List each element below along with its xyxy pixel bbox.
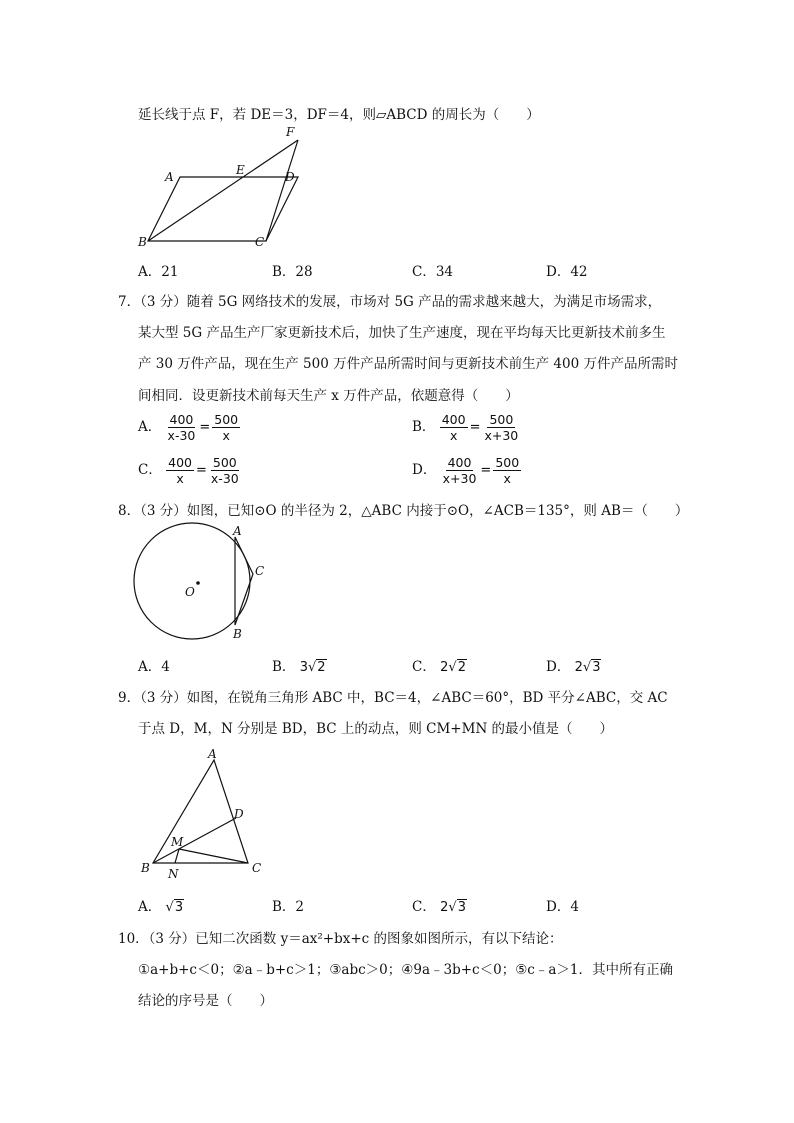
q10-line-2: ①a+b+c＜0；②a﹣b+c＞1；③abc＞0；④9a﹣3b+c＜0；⑤c﹣a＞1．其中所有正确 bbox=[138, 962, 673, 978]
q7-line-1: 7．（3 分）随着 5G 网络技术的发展，市场对 5G 产品的需求越来越大，为满足市场需求， bbox=[118, 294, 662, 310]
label-f: F bbox=[286, 125, 295, 139]
q6-option-b: B．28 bbox=[272, 264, 313, 280]
label-n: N bbox=[168, 867, 179, 881]
q6-parallelogram-figure bbox=[130, 122, 320, 252]
q6-option-a: A．21 bbox=[138, 264, 179, 280]
q9-option-a: A． √3 bbox=[138, 899, 184, 915]
segment-cf bbox=[266, 140, 298, 241]
label-e: E bbox=[236, 163, 245, 177]
q6-text: 延长线于点 F，若 DE＝3，DF＝4，则▱ABCD 的周长为（ ） bbox=[138, 107, 540, 123]
q7-line-3: 产 30 万件产品，现在生产 500 万件产品所需时间与更新技术前生产 400 万件产品所需时 bbox=[138, 356, 678, 372]
q8-circle-figure bbox=[132, 522, 272, 644]
q10-line-1: 10．（3 分）已知二次函数 y＝ax²+bx+c 的图象如图所示，有以下结论： bbox=[118, 931, 563, 947]
circle-o bbox=[134, 523, 250, 639]
q9-line-2: 于点 D，M，N 分别是 BD，BC 上的动点，则 CM+MN 的最小值是（ ） bbox=[138, 721, 614, 737]
label-a: A bbox=[165, 170, 174, 184]
q8-option-b: B． 3√2 bbox=[272, 659, 326, 675]
q8-option-c: C． 2√2 bbox=[412, 659, 466, 675]
label-m: M bbox=[171, 835, 184, 849]
q7-option-d: D． $\frac{400}{x+30}$ = $\frac{500}{x}$ bbox=[412, 455, 520, 486]
q9-line-1: 9．（3 分）如图，在锐角三角形 ABC 中，BC＝4，∠ABC＝60°，BD 平分∠ABC，交 AC bbox=[118, 690, 668, 706]
segment-bf bbox=[148, 140, 298, 241]
q6-option-c: C．34 bbox=[412, 264, 454, 280]
q9-option-d: D．4 bbox=[546, 899, 579, 915]
q7-line-4: 间相同．设更新技术前每天生产 x 万件产品，依题意得（ ） bbox=[138, 388, 519, 404]
q8-option-a: A．4 bbox=[138, 659, 170, 675]
triangle-abc bbox=[235, 537, 253, 625]
label-b: B bbox=[233, 627, 242, 641]
label-b: B bbox=[138, 235, 147, 249]
q7-option-a: A． $\frac{400}{x-30}$ = $\frac{500}{x}$ bbox=[138, 412, 239, 443]
q10-line-3: 结论的序号是（ ） bbox=[138, 993, 273, 1009]
q7-option-b: B． $\frac{400}{x}$ = $\frac{500}{x+30}$ bbox=[412, 412, 519, 443]
segment-cm bbox=[179, 849, 248, 863]
q7-line-2: 某大型 5G 产品生产厂家更新技术后，加快了生产速度，现在平均每天比更新技术前多生 bbox=[138, 325, 666, 341]
q8-line: 8．（3 分）如图，已知⊙O 的半径为 2，△ABC 内接于⊙O，∠ACB＝135°，则 AB＝（ ） bbox=[118, 503, 689, 519]
q7-option-c: C． $\frac{400}{x}$ = $\frac{500}{x-30}$ bbox=[138, 455, 239, 486]
q6-option-d: D．42 bbox=[546, 264, 588, 280]
q8-option-d: D． 2√3 bbox=[546, 659, 601, 675]
label-b: B bbox=[141, 861, 150, 875]
parallelogram-abcd bbox=[148, 177, 298, 241]
label-o: O bbox=[185, 585, 195, 599]
label-a: A bbox=[233, 524, 242, 538]
segment-bd bbox=[153, 818, 236, 863]
label-a: A bbox=[208, 747, 217, 761]
label-c: C bbox=[252, 861, 262, 875]
label-c: C bbox=[255, 235, 265, 249]
center-dot bbox=[196, 581, 200, 585]
label-d: D bbox=[285, 170, 295, 184]
q9-option-c: C． 2√3 bbox=[412, 899, 466, 915]
q9-triangle-figure bbox=[136, 746, 276, 884]
label-c: C bbox=[255, 564, 265, 578]
label-d: D bbox=[234, 807, 244, 821]
q9-option-b: B．2 bbox=[272, 899, 305, 915]
